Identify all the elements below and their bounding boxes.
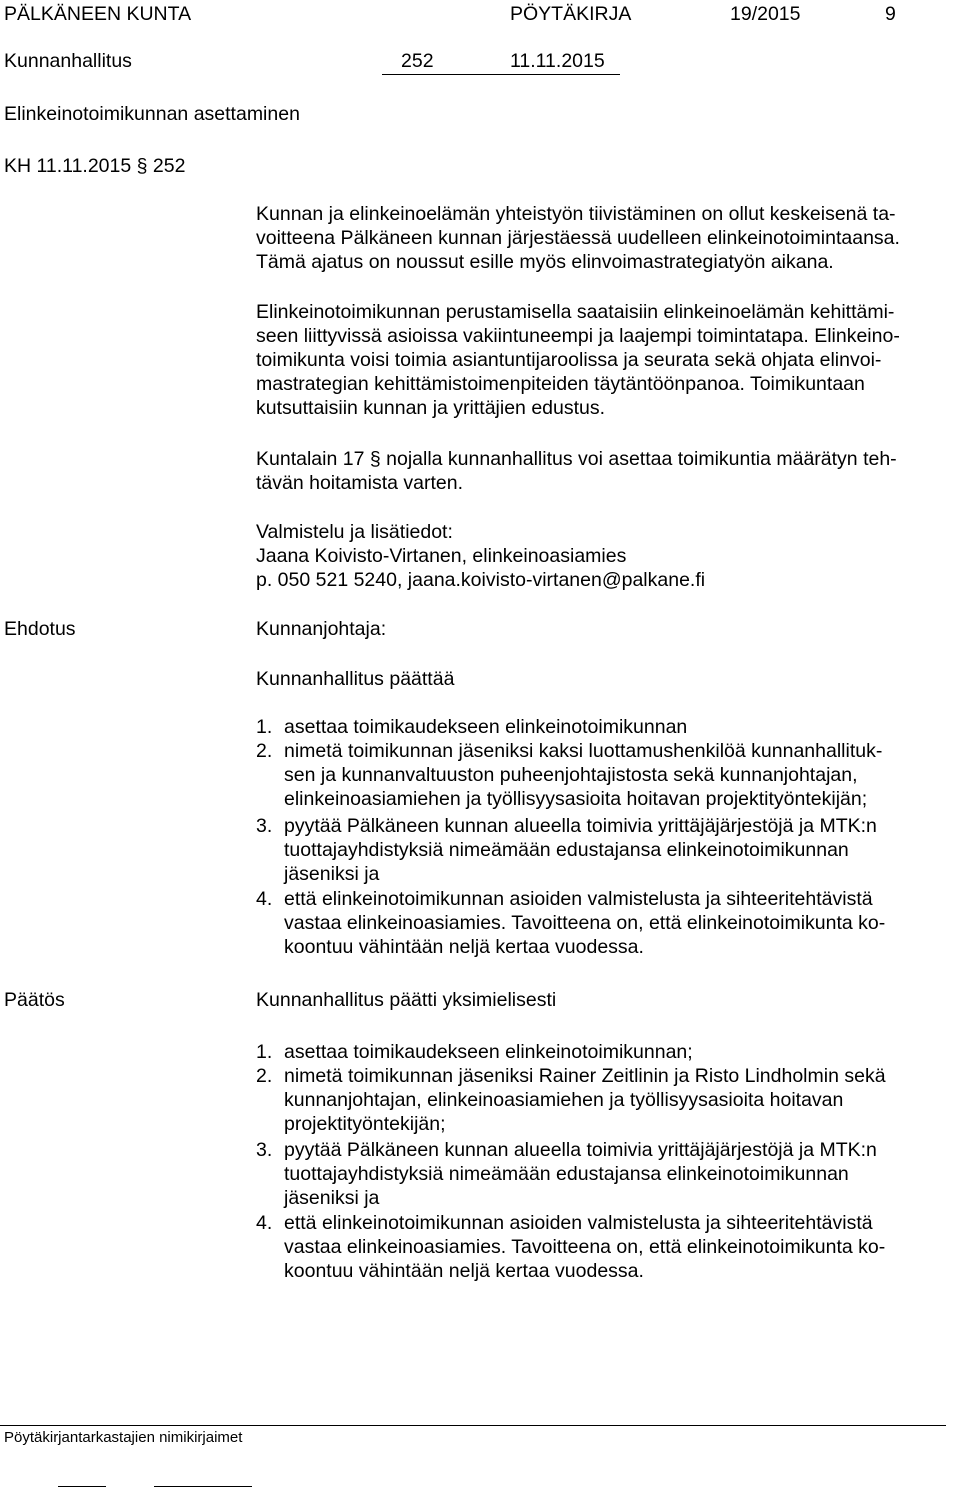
decision-label: Päätös	[4, 989, 65, 1011]
paragraph-line: Elinkeinotoimikunnan perustamisella saataisiin elinkeinoelämän kehittämi-	[256, 301, 895, 323]
reference-prefix: KH 11.11.2015	[4, 155, 132, 177]
header-underline	[382, 74, 620, 75]
meeting-date: 11.11.2015	[510, 50, 605, 72]
list-item: kunnanjohtajan, elinkeinoasiamiehen ja työllisyysasioita hoitavan	[284, 1089, 844, 1111]
preparer-name: Jaana Koivisto-Virtanen, elinkeinoasiamies	[256, 545, 627, 567]
paragraph-line	[256, 447, 897, 471]
list-item: projektityöntekijän;	[284, 1113, 446, 1135]
list-item: tuottajayhdistyksiä nimeämään edustajansa elinkeinotoimikunnan	[284, 839, 849, 861]
list-item: nimetä toimikunnan jäseniksi Rainer Zeitlinin ja Risto Lindholmin sekä	[284, 1065, 886, 1087]
paragraph-line: mastrategian kehittämistoimenpiteiden täytäntöönpanoa. Toimikuntaan	[256, 373, 865, 395]
preparer-contact: p. 050 521 5240, jaana.koivisto-virtanen@palkane.fi	[256, 569, 706, 591]
proposal-label: Ehdotus	[4, 618, 76, 640]
law-text: nojalla kunnanhallitus voi asettaa toimikuntia määrätyn teh-	[386, 448, 897, 470]
list-number: 4.	[256, 888, 273, 910]
list-item: pyytää Pälkäneen kunnan alueella toimivia yrittäjäjärjestöjä ja MTK:n	[284, 815, 877, 837]
paragraph-line: seen liittyvissä asioissa vakiintuneempi ja laajempi toimintatapa. Elinkeino-	[256, 325, 900, 347]
list-item: vastaa elinkeinoasiamies. Tavoitteena on, että elinkeinotoimikunta ko-	[284, 912, 886, 934]
reference-number: 252	[152, 155, 186, 177]
paragraph-line: tävän hoitamista varten.	[256, 472, 464, 494]
list-item: että elinkeinotoimikunnan asioiden valmistelusta ja sihteeritehtävistä	[284, 888, 873, 910]
list-item: nimetä toimikunnan jäseniksi kaksi luottamushenkilöä kunnanhallituk-	[284, 740, 883, 762]
list-item: elinkeinoasiamiehen ja työllisyysasioita hoitavan projektityöntekijän;	[284, 788, 868, 810]
paragraph-line: Tämä ajatus on noussut esille myös elinvoimastrategiatyön aikana.	[256, 251, 834, 273]
paragraph-line: Kunnan ja elinkeinoelämän yhteistyön tiivistäminen on ollut keskeisenä ta-	[256, 203, 896, 225]
meeting-body: Kunnanhallitus	[4, 50, 132, 72]
list-number: 3.	[256, 1139, 273, 1161]
section-sign: §	[369, 448, 381, 470]
document-number: 19/2015	[730, 3, 801, 25]
list-item: pyytää Pälkäneen kunnan alueella toimivia yrittäjäjärjestöjä ja MTK:n	[284, 1139, 877, 1161]
signatures-label: Pöytäkirjantarkastajien nimikirjaimet	[4, 1429, 243, 1446]
section-number: 252	[401, 50, 434, 72]
paragraph-line: kutsuttaisiin kunnan ja yrittäjien edustus.	[256, 397, 606, 419]
list-number: 2.	[256, 740, 273, 762]
list-item: sen ja kunnanvaltuuston puheenjohtajistosta sekä kunnanjohtajan,	[284, 764, 858, 786]
list-item: että elinkeinotoimikunnan asioiden valmistelusta ja sihteeritehtävistä	[284, 1212, 873, 1234]
signature-line	[58, 1486, 106, 1487]
page-number: 9	[885, 3, 896, 25]
list-number: 4.	[256, 1212, 273, 1234]
list-item: tuottajayhdistyksiä nimeämään edustajansa elinkeinotoimikunnan	[284, 1163, 849, 1185]
list-item: jäseniksi ja	[284, 863, 380, 885]
list-number: 1.	[256, 716, 273, 738]
reference-line	[4, 155, 185, 178]
document-type: PÖYTÄKIRJA	[510, 3, 632, 25]
list-item: jäseniksi ja	[284, 1187, 380, 1209]
list-number: 1.	[256, 1041, 273, 1063]
paragraph-line: voitteena Pälkäneen kunnan järjestäessä uudelleen elinkeinotoimintaansa.	[256, 227, 900, 249]
decision-intro: Kunnanhallitus päätti yksimielisesti	[256, 989, 557, 1011]
list-number: 2.	[256, 1065, 273, 1087]
section-sign: §	[136, 155, 148, 177]
proposal-intro: Kunnanhallitus päättää	[256, 668, 455, 690]
municipality-name: PÄLKÄNEEN KUNTA	[4, 3, 192, 25]
paragraph-line: toimikunta voisi toimia asiantuntijaroolissa ja seurata sekä ohjata elinvoi-	[256, 349, 882, 371]
list-item: asettaa toimikaudekseen elinkeinotoimikunnan;	[284, 1041, 693, 1063]
list-item: vastaa elinkeinoasiamies. Tavoitteena on, että elinkeinotoimikunta ko-	[284, 1236, 886, 1258]
list-item: koontuu vähintään neljä kertaa vuodessa.	[284, 936, 644, 958]
signature-line	[154, 1486, 252, 1487]
list-item: koontuu vähintään neljä kertaa vuodessa.	[284, 1260, 644, 1282]
proposal-by: Kunnanjohtaja:	[256, 618, 387, 640]
footer-rule	[0, 1425, 946, 1426]
preparation-label: Valmistelu ja lisätiedot:	[256, 521, 453, 543]
list-number: 3.	[256, 815, 273, 837]
list-item: asettaa toimikaudekseen elinkeinotoimikunnan	[284, 716, 688, 738]
page-title: Elinkeinotoimikunnan asettaminen	[4, 103, 300, 125]
law-reference: Kuntalain 17	[256, 448, 365, 470]
